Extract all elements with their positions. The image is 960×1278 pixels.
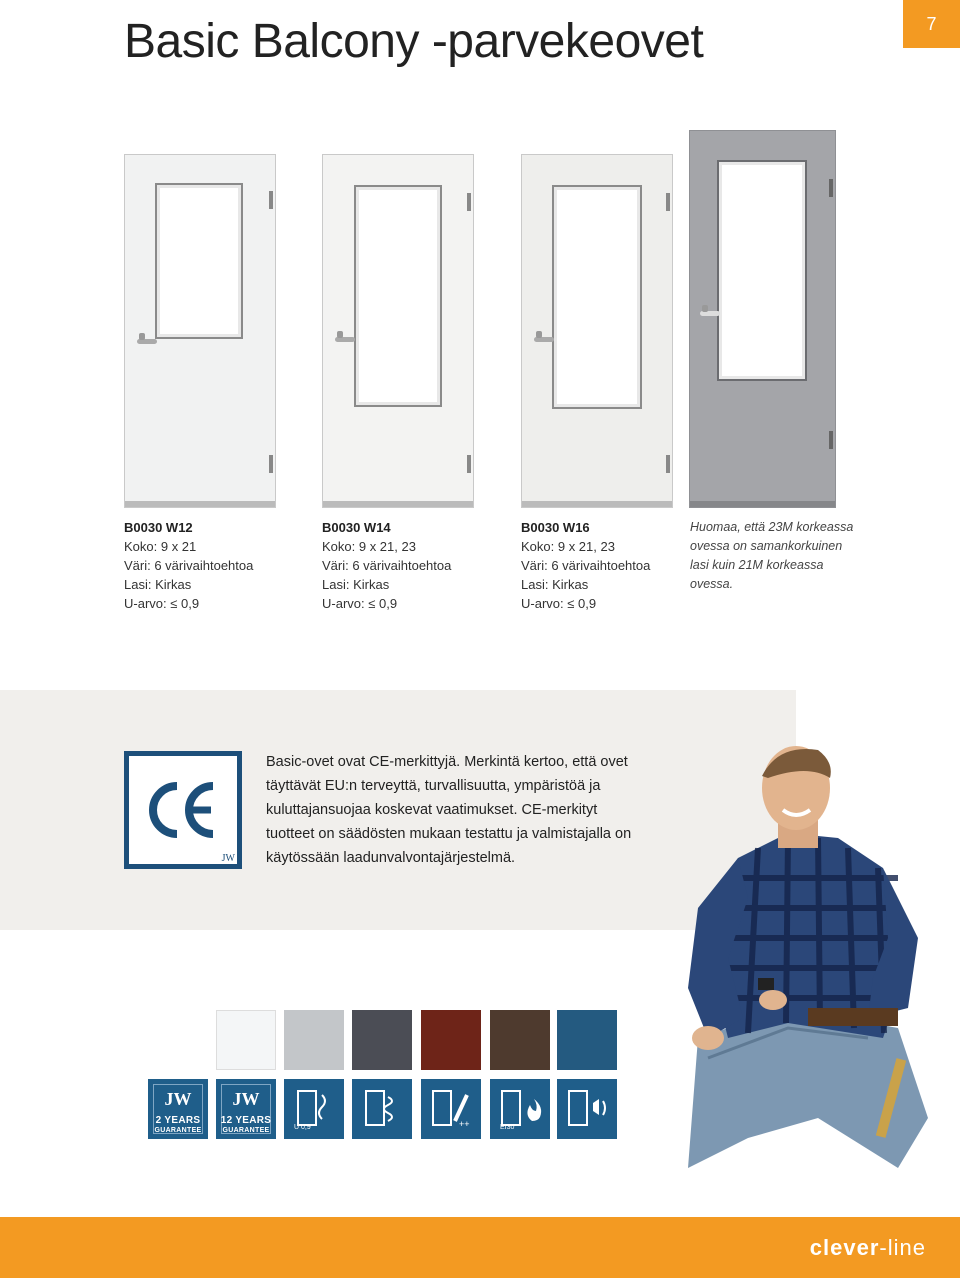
door-hinge bbox=[666, 455, 670, 473]
door-glass bbox=[552, 185, 642, 409]
door-hinge bbox=[269, 455, 273, 473]
door-hinge bbox=[666, 193, 670, 211]
color-swatch-brown bbox=[490, 1010, 550, 1070]
paint-door-icon bbox=[421, 1079, 481, 1139]
badge-years: 12 YEARS bbox=[220, 1115, 272, 1126]
product-code: B0030 W12 bbox=[124, 520, 193, 535]
logo-rest-part: -line bbox=[879, 1235, 926, 1260]
product-glass: Lasi: Kirkas bbox=[322, 577, 390, 592]
door-hinge bbox=[467, 455, 471, 473]
door-handle bbox=[700, 311, 720, 316]
door-hinge bbox=[829, 431, 833, 449]
sound-door-icon bbox=[557, 1079, 617, 1139]
product-code: B0030 W14 bbox=[322, 520, 391, 535]
guarantee-12-years-badge bbox=[216, 1079, 276, 1139]
product-spec-w14 bbox=[322, 518, 451, 613]
product-glass: Lasi: Kirkas bbox=[521, 577, 589, 592]
product-u-value: U-arvo: ≤ 0,9 bbox=[124, 596, 200, 611]
color-swatch-dark-grey bbox=[352, 1010, 412, 1070]
badge-years: 2 YEARS bbox=[155, 1115, 201, 1126]
door-bottom-edge bbox=[323, 501, 473, 507]
door-bottom-edge bbox=[690, 501, 835, 507]
door-hinge bbox=[829, 179, 833, 197]
product-code: B0030 W16 bbox=[521, 520, 590, 535]
badge-label: GUARANTEE bbox=[222, 1127, 270, 1134]
page-title: Basic Balcony -parvekeovet bbox=[124, 15, 704, 68]
badge-label: GUARANTEE bbox=[154, 1127, 202, 1134]
badge-text: EI30 bbox=[500, 1124, 515, 1131]
door-glass bbox=[354, 185, 442, 407]
product-color: Väri: 6 värivaihtoehtoa bbox=[322, 558, 452, 573]
svg-text:++: ++ bbox=[459, 1119, 470, 1129]
badge-brand: JW bbox=[164, 1089, 192, 1109]
badge-brand: JW bbox=[232, 1089, 260, 1109]
door-glass bbox=[717, 160, 807, 381]
product-color: Väri: 6 värivaihtoehtoa bbox=[521, 558, 651, 573]
product-size: Koko: 9 x 21, 23 bbox=[322, 539, 416, 554]
door-image-w16 bbox=[521, 154, 673, 508]
door-bottom-edge bbox=[125, 501, 275, 507]
ce-mark-icon bbox=[129, 756, 237, 864]
product-spec-w16 bbox=[521, 518, 650, 613]
ce-mark-logo bbox=[124, 751, 242, 869]
product-glass: Lasi: Kirkas bbox=[124, 577, 192, 592]
product-size: Koko: 9 x 21, 23 bbox=[521, 539, 615, 554]
color-swatch-white bbox=[216, 1010, 276, 1070]
color-swatch-blue bbox=[557, 1010, 617, 1070]
ce-logo-sub: JW bbox=[221, 853, 235, 864]
door-bottom-edge bbox=[522, 501, 672, 507]
wind-door-icon bbox=[352, 1079, 412, 1139]
clever-line-logo bbox=[810, 1235, 926, 1261]
door-handle bbox=[137, 339, 157, 344]
page-number: 7 bbox=[903, 0, 960, 48]
product-color: Väri: 6 värivaihtoehtoa bbox=[124, 558, 254, 573]
color-swatch-red-brown bbox=[421, 1010, 481, 1070]
glass-height-note: Huomaa, että 23M korkeassa ovessa on samankorkuinen lasi kuin 21M korkeassa ovessa. bbox=[690, 520, 854, 591]
ce-description: Basic-ovet ovat CE-merkittyjä. Merkintä kertoo, että ovet täyttävät EU:n terveyttä, turvallisuutta, ympäristöä ja kuluttajansuojaa koskevat vaatimukset. CE-merkityt tuotteet on säädösten mukaan testattu ja valmistajalla on käytössään laadunvalvontajärjestelmä. bbox=[266, 754, 632, 866]
door-handle bbox=[534, 337, 554, 342]
product-spec-w12 bbox=[124, 518, 253, 613]
product-u-value: U-arvo: ≤ 0,9 bbox=[322, 596, 398, 611]
badge-text: U 0,9 bbox=[294, 1124, 311, 1131]
u-value-door-icon bbox=[284, 1079, 344, 1139]
product-size: Koko: 9 x 21 bbox=[124, 539, 197, 554]
door-image-grey-23m bbox=[689, 130, 836, 508]
color-swatch-light-grey bbox=[284, 1010, 344, 1070]
worker-photo bbox=[668, 738, 940, 1178]
fire-door-icon bbox=[490, 1079, 550, 1139]
door-image-w12 bbox=[124, 154, 276, 508]
logo-bold-part: clever bbox=[809, 1235, 880, 1260]
door-hinge bbox=[467, 193, 471, 211]
door-handle bbox=[335, 337, 355, 342]
door-hinge bbox=[269, 191, 273, 209]
footer-bar bbox=[0, 1217, 960, 1278]
door-glass bbox=[155, 183, 243, 339]
guarantee-2-years-badge bbox=[148, 1079, 208, 1139]
door-image-w14 bbox=[322, 154, 474, 508]
product-u-value: U-arvo: ≤ 0,9 bbox=[521, 596, 597, 611]
